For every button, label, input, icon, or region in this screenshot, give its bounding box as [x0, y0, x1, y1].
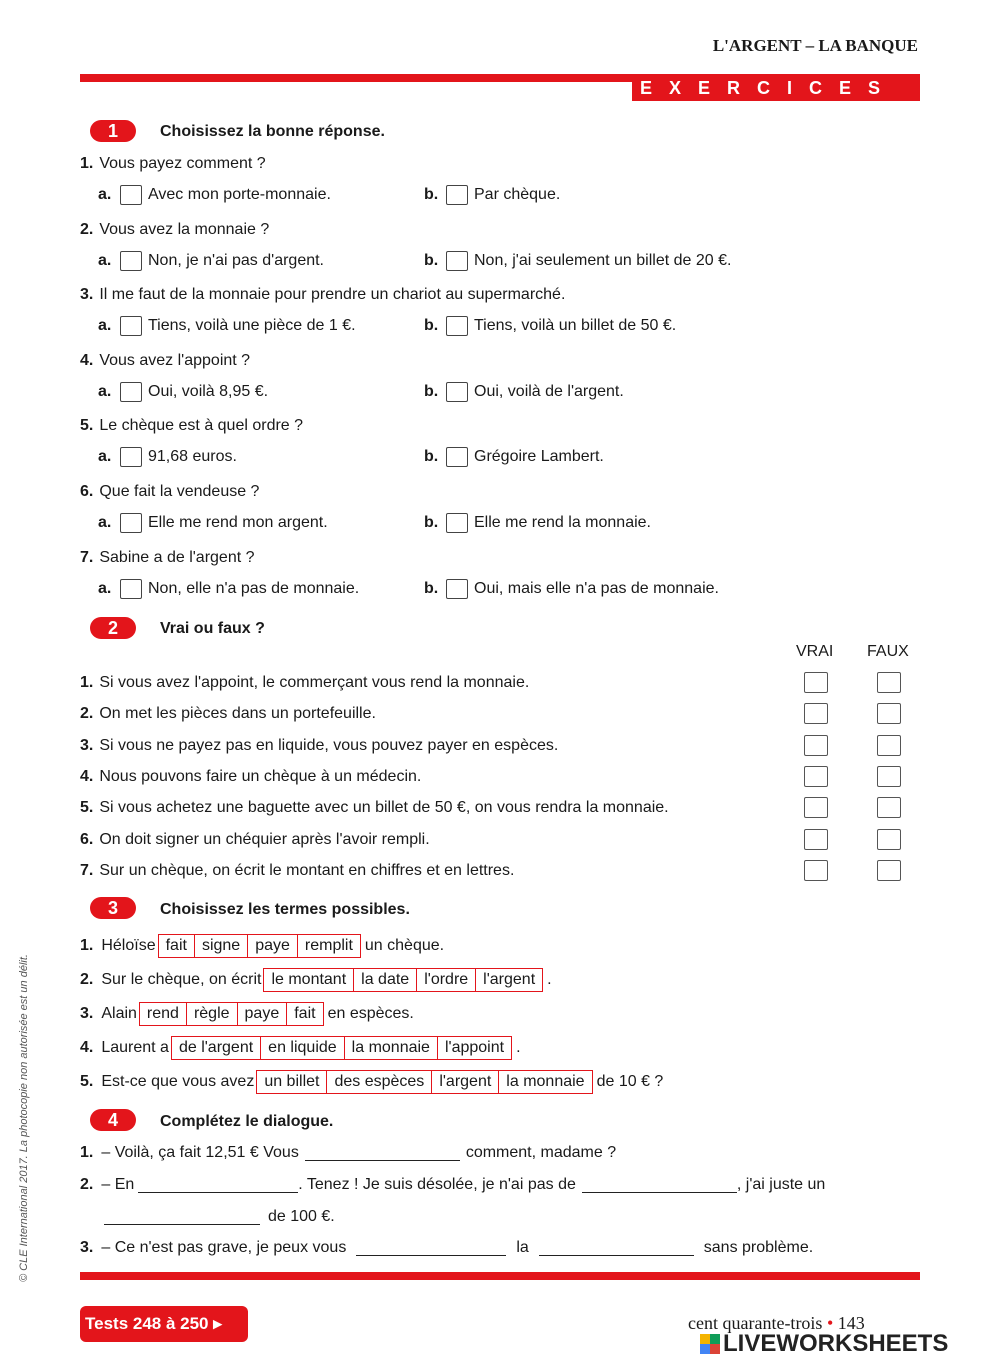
- page-number-words: cent quarante-trois: [688, 1313, 823, 1333]
- column-true-label: VRAI: [796, 643, 834, 660]
- choice-term[interactable]: l'argent: [475, 969, 542, 991]
- sentence-end: un chèque.: [364, 937, 445, 954]
- false-checkbox[interactable]: [877, 797, 901, 818]
- option-b: [424, 513, 651, 533]
- dialogue-line-2-continued: [104, 1208, 335, 1226]
- statement-number: 5.: [80, 799, 94, 817]
- choice-sentence: [80, 1036, 521, 1060]
- choice-term[interactable]: signe: [194, 935, 247, 957]
- choice-sentence: [80, 1002, 414, 1026]
- choice-term[interactable]: en liquide: [260, 1037, 344, 1059]
- option-text: Oui, voilà de l'argent.: [474, 382, 624, 400]
- choice-term[interactable]: l'argent: [431, 1071, 498, 1093]
- question: [80, 483, 259, 501]
- brand-name: LIVEWORKSHEETS: [723, 1330, 949, 1357]
- option-text: Grégoire Lambert.: [474, 448, 604, 466]
- statement-number: 1.: [80, 674, 94, 691]
- choice-term[interactable]: le montant: [271, 971, 347, 988]
- exercise-2-title: Vrai ou faux ?: [160, 620, 265, 637]
- choice-term[interactable]: la monnaie: [344, 1037, 437, 1059]
- option-a: [98, 447, 237, 467]
- option-text: Tiens, voilà un billet de 50 €.: [474, 317, 677, 335]
- statement: [80, 799, 669, 817]
- statement-text: Nous pouvons faire un chèque à un médecin.: [99, 767, 422, 785]
- sentence-end: en espèces.: [327, 1005, 414, 1022]
- statement-number: 4.: [80, 767, 94, 785]
- option-letter: b.: [424, 382, 439, 400]
- dialogue-text: sans problème.: [703, 1239, 814, 1256]
- choice-group: [139, 1002, 324, 1026]
- answer-blank[interactable]: [582, 1178, 737, 1193]
- false-checkbox[interactable]: [877, 860, 901, 881]
- option-letter: b.: [424, 251, 439, 269]
- statement: [80, 768, 421, 786]
- option-letter: a.: [98, 317, 112, 335]
- footer-red-rule: [80, 1272, 920, 1280]
- choice-term[interactable]: l'appoint: [437, 1037, 511, 1059]
- choice-term[interactable]: règle: [186, 1003, 237, 1025]
- answer-checkbox[interactable]: [446, 513, 468, 533]
- answer-checkbox[interactable]: [446, 382, 468, 402]
- option-a: [98, 185, 331, 205]
- question-text: Que fait la vendeuse ?: [99, 483, 260, 500]
- option-text: Tiens, voilà une pièce de 1 €.: [148, 317, 356, 335]
- choice-group: [171, 1036, 512, 1060]
- choice-term[interactable]: des espèces: [326, 1071, 431, 1093]
- question: [80, 221, 269, 239]
- liveworksheets-logo: [700, 1330, 948, 1358]
- question-text: Vous payez comment ?: [99, 155, 266, 172]
- option-b: [424, 579, 719, 599]
- column-false-label: FAUX: [867, 643, 909, 660]
- copyright-side-note: © CLE International 2017. La photocopie non autorisée est un délit.: [18, 954, 30, 1282]
- answer-checkbox[interactable]: [446, 579, 468, 599]
- option-letter: b.: [424, 448, 439, 466]
- option-text: 91,68 euros.: [148, 448, 237, 466]
- answer-checkbox[interactable]: [120, 382, 142, 402]
- choice-term[interactable]: la date: [353, 969, 416, 991]
- question: [80, 417, 303, 435]
- sentence-number: 1.: [80, 937, 94, 954]
- statement: [80, 737, 558, 755]
- option-text: Elle me rend mon argent.: [148, 514, 328, 531]
- exercise-4-title: Complétez le dialogue.: [160, 1113, 334, 1130]
- option-letter: b.: [424, 186, 439, 203]
- dialogue-text: – Voilà, ça fait 12,51 € Vous: [101, 1144, 299, 1161]
- dialogue-text: – Ce n'est pas grave, je peux vous: [101, 1239, 347, 1256]
- choice-term[interactable]: un billet: [264, 1073, 320, 1090]
- statement-number: 7.: [80, 861, 94, 879]
- option-text: Avec mon porte-monnaie.: [148, 186, 331, 203]
- true-checkbox[interactable]: [804, 735, 828, 756]
- exercices-band: EXERCICES: [632, 75, 920, 101]
- choice-term[interactable]: de l'argent: [178, 1039, 254, 1056]
- choice-term[interactable]: fait: [286, 1003, 322, 1025]
- answer-checkbox[interactable]: [120, 579, 142, 599]
- statement: [80, 862, 514, 880]
- sentence-number: 5.: [80, 1073, 94, 1090]
- question-text: Vous avez l'appoint ?: [99, 351, 251, 369]
- option-letter: b.: [424, 579, 439, 597]
- dialogue-text: de 100 €.: [268, 1208, 335, 1225]
- statement-text: Si vous ne payez pas en liquide, vous pouvez payer en espèces.: [99, 736, 559, 754]
- answer-checkbox[interactable]: [120, 447, 142, 467]
- choice-term[interactable]: remplit: [297, 935, 360, 957]
- option-a: [98, 316, 356, 336]
- option-text: Oui, mais elle n'a pas de monnaie.: [474, 579, 719, 597]
- sentence-end: de 10 € ?: [596, 1073, 664, 1090]
- question-number: 1.: [80, 155, 94, 172]
- false-checkbox[interactable]: [877, 829, 901, 850]
- sentence-start: Laurent a: [101, 1039, 169, 1056]
- statement: [80, 831, 430, 849]
- answer-blank[interactable]: [305, 1146, 460, 1161]
- sentence-start: Est-ce que vous avez: [101, 1073, 255, 1090]
- question-text: Vous avez la monnaie ?: [99, 220, 270, 238]
- question-number: 7.: [80, 548, 94, 566]
- question: [80, 549, 255, 567]
- choice-sentence: [80, 1070, 663, 1094]
- dialogue-text: , j'ai juste un: [736, 1176, 826, 1193]
- statement: [80, 705, 376, 723]
- exercise-3-badge: 3: [90, 897, 136, 919]
- question-text: Il me faut de la monnaie pour prendre un chariot au supermarché.: [99, 286, 566, 304]
- choice-term[interactable]: paye: [237, 1003, 287, 1025]
- statement-number: 2.: [80, 705, 94, 723]
- answer-checkbox[interactable]: [446, 251, 468, 271]
- question-text: Sabine a de l'argent ?: [99, 548, 255, 566]
- option-text: Non, elle n'a pas de monnaie.: [148, 579, 360, 597]
- question-number: 4.: [80, 351, 94, 369]
- dialogue-line-number: 3.: [80, 1239, 94, 1256]
- option-b: [424, 316, 676, 336]
- exercise-3-title: Choisissez les termes possibles.: [160, 901, 410, 918]
- option-letter: a.: [98, 579, 112, 597]
- dialogue-line-1: [80, 1144, 616, 1162]
- page-number-dot: •: [826, 1313, 834, 1333]
- option-letter: a.: [98, 186, 112, 203]
- sentence-number: 4.: [80, 1039, 94, 1056]
- choice-term[interactable]: la monnaie: [498, 1071, 591, 1093]
- option-b: [424, 185, 560, 205]
- dialogue-text: la: [516, 1239, 529, 1256]
- sentence-end: .: [547, 971, 552, 988]
- true-checkbox[interactable]: [804, 672, 828, 693]
- option-text: Non, j'ai seulement un billet de 20 €.: [474, 251, 732, 269]
- choice-term[interactable]: rend: [146, 1005, 179, 1022]
- dialogue-line-number: 1.: [80, 1144, 94, 1161]
- choice-term[interactable]: paye: [247, 935, 297, 957]
- answer-checkbox[interactable]: [120, 513, 142, 533]
- statement-number: 3.: [80, 736, 94, 754]
- option-b: [424, 251, 731, 271]
- statement-text: On met les pièces dans un portefeuille.: [99, 705, 376, 723]
- option-b: [424, 447, 604, 467]
- option-text: Elle me rend la monnaie.: [474, 514, 651, 531]
- option-a: [98, 251, 324, 271]
- option-text: Non, je n'ai pas d'argent.: [148, 251, 324, 269]
- option-letter: a.: [98, 448, 112, 466]
- answer-blank[interactable]: [138, 1178, 298, 1193]
- statement: [80, 674, 529, 692]
- choice-term[interactable]: l'ordre: [416, 969, 475, 991]
- page-number-digits: 143: [837, 1313, 865, 1333]
- choice-group: [158, 934, 361, 958]
- answer-blank[interactable]: [539, 1241, 694, 1256]
- option-letter: a.: [98, 251, 112, 269]
- option-letter: a.: [98, 382, 112, 400]
- choice-group: [263, 968, 543, 992]
- option-a: [98, 579, 359, 599]
- exercise-4-badge: 4: [90, 1109, 136, 1131]
- choice-term[interactable]: fait: [165, 937, 187, 954]
- answer-checkbox[interactable]: [120, 185, 142, 205]
- statement-text: Si vous avez l'appoint, le commerçant vous rend la monnaie.: [99, 674, 530, 691]
- option-text: Par chèque.: [474, 186, 561, 203]
- false-checkbox[interactable]: [877, 703, 901, 724]
- answer-checkbox[interactable]: [446, 185, 468, 205]
- sentence-start: Alain: [101, 1005, 137, 1022]
- question-number: 6.: [80, 483, 94, 500]
- page-header-title: L'ARGENT – LA BANQUE: [712, 36, 918, 55]
- choice-sentence: [80, 934, 444, 958]
- question: [80, 352, 250, 370]
- dialogue-text: comment, madame ?: [465, 1144, 617, 1161]
- option-letter: b.: [424, 317, 439, 335]
- sentence-number: 2.: [80, 971, 94, 988]
- question: [80, 286, 565, 304]
- sentence-end: .: [516, 1039, 521, 1056]
- exercise-1-badge: 1: [90, 120, 136, 142]
- dialogue-line-3: [80, 1239, 813, 1257]
- answer-checkbox[interactable]: [120, 316, 142, 336]
- true-checkbox[interactable]: [804, 766, 828, 787]
- statement-number: 6.: [80, 830, 94, 848]
- question-number: 5.: [80, 417, 94, 435]
- option-letter: a.: [98, 514, 112, 531]
- answer-checkbox[interactable]: [446, 447, 468, 467]
- answer-checkbox[interactable]: [446, 316, 468, 336]
- question-number: 2.: [80, 220, 94, 238]
- true-checkbox[interactable]: [804, 797, 828, 818]
- option-text: Oui, voilà 8,95 €.: [148, 382, 269, 400]
- sentence-start: Héloïse: [101, 937, 156, 954]
- liveworksheets-icon: [700, 1334, 720, 1354]
- sentence-start: Sur le chèque, on écrit: [101, 971, 262, 988]
- sentence-number: 3.: [80, 1005, 94, 1022]
- choice-sentence: [80, 968, 552, 992]
- option-b: [424, 382, 624, 402]
- exercise-1-title: Choisissez la bonne réponse.: [160, 123, 385, 140]
- dialogue-text: . Tenez ! Je suis désolée, je n'ai pas de: [298, 1176, 576, 1193]
- answer-blank[interactable]: [104, 1210, 260, 1225]
- option-a: [98, 513, 328, 533]
- answer-checkbox[interactable]: [120, 251, 142, 271]
- true-checkbox[interactable]: [804, 829, 828, 850]
- option-letter: b.: [424, 514, 439, 531]
- question-text: Le chèque est à quel ordre ?: [99, 417, 304, 435]
- tests-link-button[interactable]: Tests 248 à 250 ▸: [80, 1306, 248, 1342]
- true-checkbox[interactable]: [804, 703, 828, 724]
- answer-blank[interactable]: [356, 1241, 506, 1256]
- false-checkbox[interactable]: [877, 672, 901, 693]
- statement-text: Sur un chèque, on écrit le montant en chiffres et en lettres.: [99, 861, 515, 879]
- exercise-2-badge: 2: [90, 617, 136, 639]
- question-number: 3.: [80, 286, 94, 304]
- dialogue-text: – En: [101, 1176, 135, 1193]
- statement-text: On doit signer un chéquier après l'avoir rempli.: [99, 830, 430, 848]
- false-checkbox[interactable]: [877, 766, 901, 787]
- dialogue-line-number: 2.: [80, 1176, 94, 1193]
- choice-group: [256, 1070, 592, 1094]
- statement-text: Si vous achetez une baguette avec un billet de 50 €, on vous rendra la monnaie.: [99, 799, 669, 817]
- dialogue-line-2: [80, 1176, 825, 1194]
- false-checkbox[interactable]: [877, 735, 901, 756]
- option-a: [98, 382, 268, 402]
- true-checkbox[interactable]: [804, 860, 828, 881]
- question: [80, 155, 266, 173]
